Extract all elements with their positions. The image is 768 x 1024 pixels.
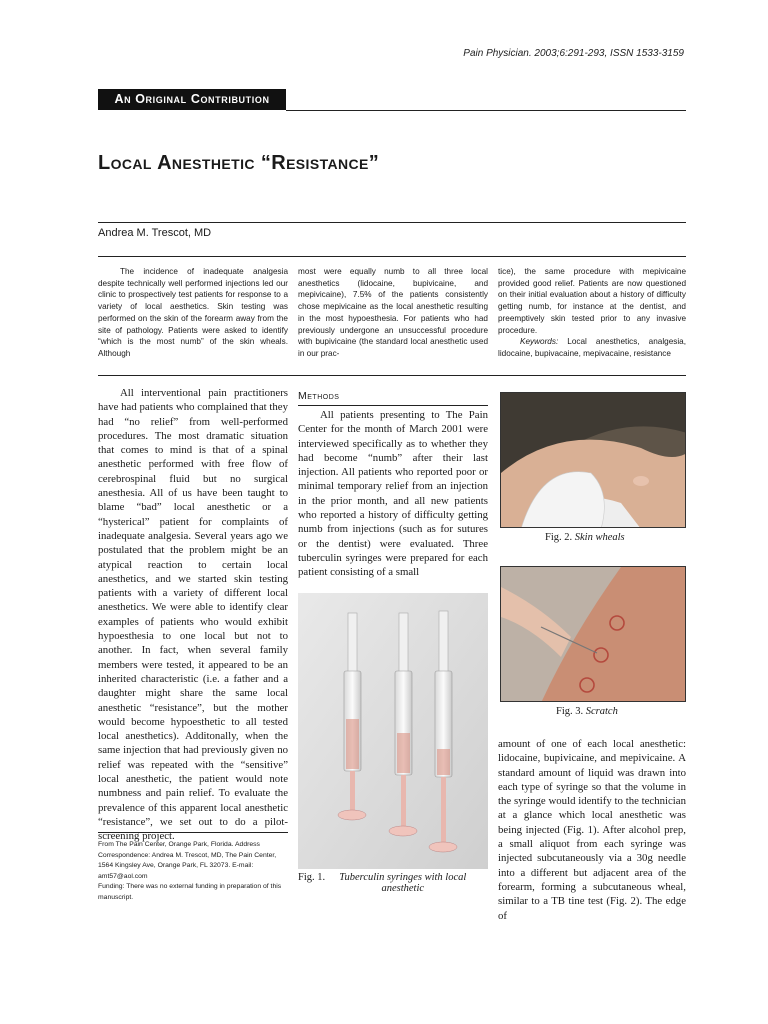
footnotes [98,840,288,903]
abstract-column-2 [298,266,488,360]
methods-paragraph: All patients presenting to The Pain Center for the month of March 2001 were interviewed specifically as to whether they had become “numb” after their last injection. All patients who reported poor or minimal temporary relief from an injection in the prior month, and all new patients who reported a history of difficulty getting numb from injections (such as for sutures or the dentist) were evaluated. Three tuberculin syringes were prepared for each patient consisting of a small [298,409,488,579]
figure-2-title: Skin wheals [574,532,625,543]
banner-rule [286,110,686,111]
intro-column [98,386,288,844]
intro-paragraph: All interventional pain practitioners have had patients who complained that they had “no relief” from well-performed procedures. The most dramatic situation that comes to mind is that of a spinal anesthetic performed with free flow of cerebrospinal fluid but no surgical anesthesia. All of us have been taught to blame “bad” local anesthetic or a “hysterical” patient for complaints of inadequate analgesia. Several years ago we postulated that the problem might be an atypical reaction to certain local anesthetics, and we started skin testing patients with a variety of different local anesthetics. We were able to identify clear examples of patients who would exhibit hypoesthesia to one local but not to another. In fact, when several family members were tested, it appeared to be an inherited characteristic (i.e. a father and a daughter might share the same local anesthetic “resistance”, but the mother would become hypoesthetic to all tested local anesthetics). Additonally, when the same injection that had previously given no relief was repeated with the “sensitive” local anesthetic, the patient would note numbness and pain relief. To evaluate the prevalence of this apparent local anesthetic “resistance”, we set out to do a pilot-screening project. [98,387,288,843]
figure-3-label: Fig. 3. [556,706,584,717]
figure-1-title: Tuberculin syringes with local anesthetic [339,872,467,894]
journal-citation: Pain Physician. 2003;6:291-293, ISSN 1533-3159 [463,48,684,59]
abstract-rule [98,375,686,376]
methods-heading: Methods [298,390,340,402]
keywords [498,336,686,359]
figure-2-photo [500,392,686,528]
figure-2-caption [545,532,625,543]
keywords-label: Keywords: [520,337,559,347]
figure-1-photo [298,593,488,869]
figure-1-caption [298,872,478,894]
author-rule [98,256,686,257]
methods-column [298,408,488,580]
abstract-column-3 [498,266,686,360]
abstract-text-3: tice), the same procedure with mepivicaine provided good relief. Patients are now questioned on their initial evaluation about a history of difficulty getting numb, for instance at the dentist, and preemptively skin tested prior to any invasive procedure. [498,267,686,335]
methods-rule [298,405,488,406]
abstract-text-1: The incidence of inadequate analgesia despite technically well performed injections led our clinic to prospectively test patients for response to a variety of local aesthetics. Skin testing was performed on the skin of the forearm away from the site of pathology. Patients were asked to identify “which is the most numb” of the skin wheals. Although [98,267,288,358]
abstract-text-2: most were equally numb to all three local anesthetics (lidocaine, bupivicaine, and mepivicaine), 7.5% of the patients consistently chose mepivicaine as the local anesthetic resulting in the most hypoesthesia. For patients who had previously undergone an unsuccessful procedure with bupivicaine (the standard local anesthetic used in our prac- [298,267,488,358]
funding-note: Funding: There was no external funding in preparation of this manuscript. [98,883,282,901]
article-title: Local Anesthetic “Resistance” [98,152,380,174]
title-rule [98,222,686,223]
figure-3-photo [500,566,686,702]
figure-2-label: Fig. 2. [545,532,573,543]
footnote-rule [98,832,288,833]
continued-column [498,737,686,923]
figure-1-label: Fig. 1. [298,872,326,883]
keywords-list: Local anesthetics, analgesia, lidocaine, bupivacaine, mepivacaine, resistance [498,337,686,358]
abstract-column-1 [98,266,288,360]
article-author: Andrea M. Trescot, MD [98,227,212,239]
figure-3-caption [556,706,618,717]
affiliation-note: From The Pain Center, Orange Park, Florida. Address Correspondence: Andrea M. Trescot, MD, The Pain Center, 1564 Kingsley Ave, Orange Park, FL 32073. E-mail: amt57@aol.com [98,841,277,880]
continued-paragraph: amount of one of each local anesthetic: lidocaine, bupivicaine, and mepivicaine. A standard amount of liquid was drawn into each type of syringe so that the volume in the syringe would identify to the technician at a glance which local anesthetic was being injected (Fig. 1). After alcohol prep, a small aliquot from each syringe was injected subcutaneously via a 30g needle into a different but adjacent area of the forearm, forming a subcutaneous wheal, similar to a TB tine test (Fig. 2). The edge of [498,738,686,922]
article-type-banner: An Original Contribution [98,89,286,110]
figure-3-title: Scratch [585,706,618,717]
